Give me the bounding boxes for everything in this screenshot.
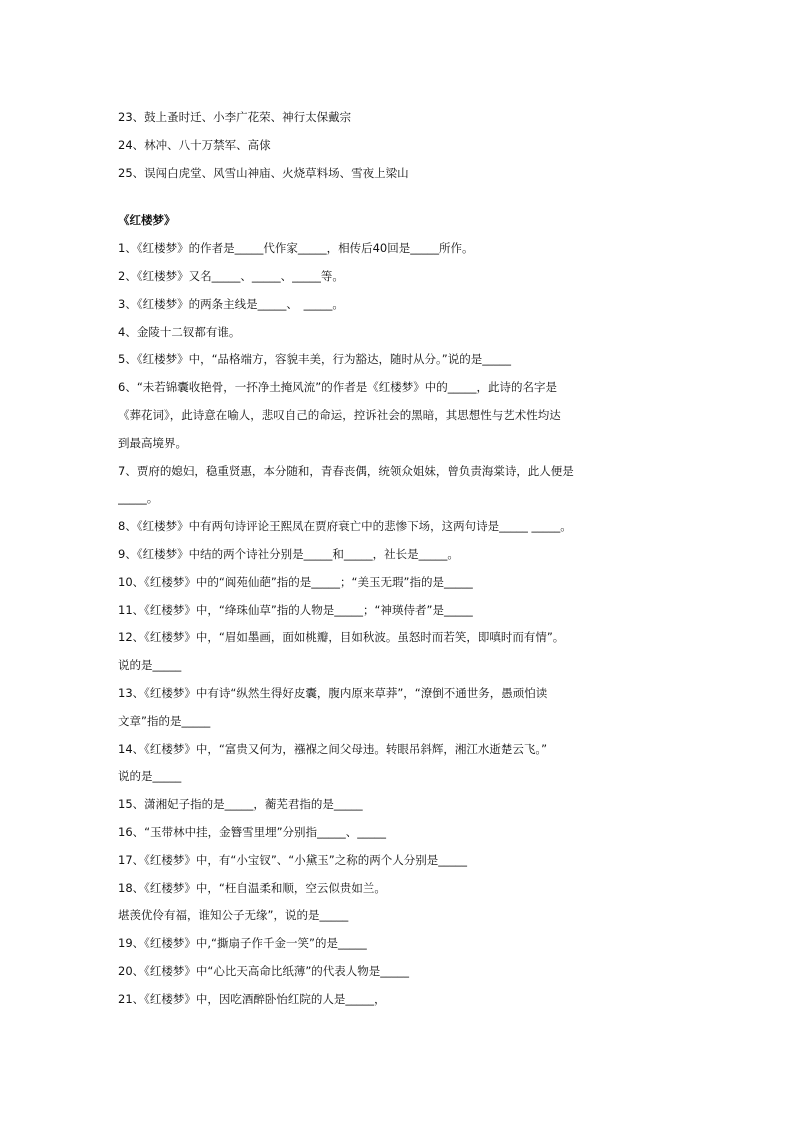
question-line: 文章”指的是_____ xyxy=(118,713,211,728)
answer-line: 25、误闯白虎堂、风雪山神庙、火烧草料场、雪夜上梁山 xyxy=(118,165,409,180)
question-line: 10、《红楼梦》中的“阆苑仙葩”指的是_____；“美玉无瑕”指的是_____ xyxy=(118,574,473,589)
question-line: 12、《红楼梦》中，“眉如墨画，面如桃瓣，目如秋波。虽怒时而若笑，即嗔时而有情”。 xyxy=(118,630,565,645)
question-line: 说的是_____ xyxy=(118,769,182,784)
question-line: 13、《红楼梦》中有诗“纵然生得好皮囊，腹内原来草莽”，“潦倒不通世务，愚顽怕读 xyxy=(118,685,548,700)
question-line: 11、《红楼梦》中，“绛珠仙草”指的人物是_____；“神瑛侍者”是_____ xyxy=(118,602,473,617)
question-line: 9、《红楼梦》中结的两个诗社分别是_____和_____，社长是_____。 xyxy=(118,546,459,561)
question-line: 7、贾府的媳妇，稳重贤惠，本分随和，青春丧偶，统领众姐妹，曾负责海棠诗，此人便是 xyxy=(118,463,574,478)
question-line: 14、《红楼梦》中，“富贵又何为，襁褓之间父母违。转眼吊斜辉，湘江水逝楚云飞。” xyxy=(118,741,548,756)
question-line: 21、《红楼梦》中，因吃酒醉卧怡红院的人是_____， xyxy=(118,991,386,1006)
question-line: 说的是_____ xyxy=(118,658,182,673)
section-title: 《红楼梦》 xyxy=(118,213,176,228)
section-gap xyxy=(118,187,678,207)
question-line: 6、“未若锦囊收艳骨，一抔净土掩风流”的作者是《红楼梦》中的_____，此诗的名字是 xyxy=(118,380,557,395)
answer-line: 23、鼓上蚤时迁、小李广花荣、神行太保戴宗 xyxy=(118,110,352,124)
answer-line: 24、林冲、八十万禁军、高俅 xyxy=(118,137,271,152)
question-line: 堪羡优伶有福，谁知公子无缘”，说的是_____ xyxy=(118,908,349,923)
question-line: 20、《红楼梦》中“心比天高命比纸薄”的代表人物是_____ xyxy=(118,963,410,978)
question-line: _____。 xyxy=(118,491,159,506)
question-line: 8、《红楼梦》中有两句诗评论王熙凤在贾府衰亡中的悲惨下场，这两句诗是_____ _____。 xyxy=(118,519,572,534)
question-line: 19、《红楼梦》中,“撕扇子作千金一笑”的是_____ xyxy=(118,936,367,951)
question-line: 1、《红楼梦》的作者是_____代作家_____，相传后40回是_____所作。 xyxy=(118,241,474,256)
question-line: 17、《红楼梦》中，有“小宝钗”、“小黛玉”之称的两个人分别是_____ xyxy=(118,852,467,867)
question-line: 5、《红楼梦》中，“品格端方，容貌丰美，行为豁达，随时从分。”说的是_____ xyxy=(118,352,511,367)
question-line: 到最高境界。 xyxy=(118,435,187,450)
question-line: 3、《红楼梦》的两条主线是_____、 _____。 xyxy=(118,296,344,311)
question-line: 18、《红楼梦》中，“枉自温柔和顺，空云似贵如兰。 xyxy=(118,880,386,895)
question-line: 16、“玉带林中挂，金簪雪里埋”分别指_____、_____ xyxy=(118,824,387,839)
question-line: 2、《红楼梦》又名_____、_____、_____等。 xyxy=(118,268,344,283)
question-line: 4、金陵十二钗都有谁。 xyxy=(118,324,241,339)
question-line: 《葬花词》，此诗意在喻人，悲叹自己的命运，控诉社会的黑暗，其思想性与艺术性均达 xyxy=(118,407,561,422)
document-body xyxy=(118,104,678,1014)
question-line: 15、潇湘妃子指的是_____，蘅芜君指的是_____ xyxy=(118,797,363,812)
